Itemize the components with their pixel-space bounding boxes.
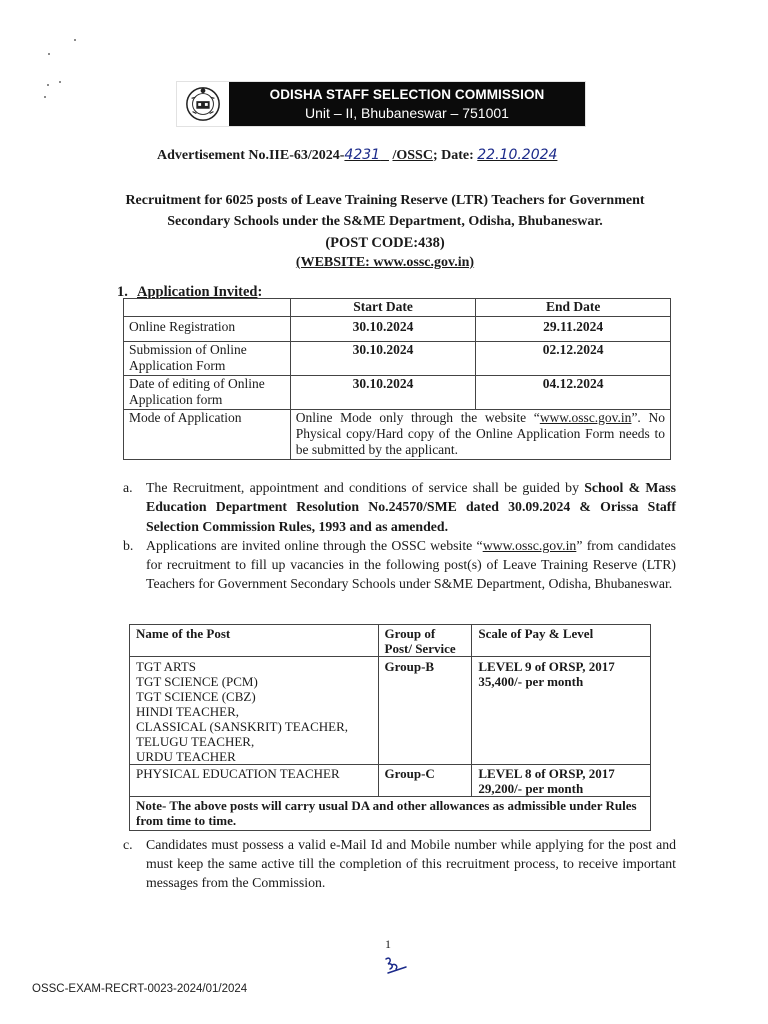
pay-level: LEVEL 8 of ORSP, 2017 (478, 766, 615, 781)
handwritten-initials-icon (380, 955, 410, 982)
header-group: Group of Post/ Service (378, 625, 472, 657)
paragraph-a (123, 478, 676, 536)
scan-speck (59, 81, 61, 83)
handwritten-date: 22.10.2024 (477, 147, 558, 163)
post-name: PHYSICAL EDUCATION TEACHER (136, 766, 340, 781)
title-line-2: Secondary Schools under the S&ME Department, Odisha, Bhubaneswar. (167, 214, 603, 229)
table-note: Note- The above posts will carry usual DA and other allowances as admissible under Rules from time to time. (130, 797, 651, 831)
handwritten-advertisement-number: 4231 (344, 147, 381, 163)
group: Group-C (378, 765, 472, 797)
pay-scale (472, 657, 651, 765)
section-number: 1. (117, 284, 128, 300)
paragraph-a-plain: The Recruitment, appointment and conditions of service shall be guided by (146, 480, 585, 495)
letterhead-banner (229, 82, 585, 126)
scan-speck (47, 84, 49, 86)
advertisement-prefix: Advertisement No.IIE-63/2024- (157, 148, 345, 163)
post-name: CLASSICAL (SANSKRIT) TEACHER, (136, 719, 348, 734)
website-link[interactable]: (WEBSITE: www.ossc.gov.in) (295, 255, 475, 270)
end-date: 04.12.2024 (476, 376, 671, 410)
end-date: 29.11.2024 (476, 317, 671, 342)
header-scale-of-pay: Scale of Pay & Level (472, 625, 651, 657)
table-row-mode (124, 410, 671, 460)
document-code: OSSC-EXAM-RECRT-0023-2024/01/2024 (32, 983, 248, 995)
header-start-date: Start Date (290, 299, 476, 317)
header-blank (124, 299, 291, 317)
paragraph-b-after: ” from candidates for recruitment to fill up vacancies in the following post(s) of Leave Training Reserve (LTR) Teachers for Government Secondary Schools under S&ME Department, Odisha, Bhubaneswar. (146, 537, 676, 592)
post-name: HINDI TEACHER, (136, 704, 240, 719)
advertisement-number-line (157, 147, 557, 164)
post-name: TGT ARTS (136, 659, 197, 674)
organization-name: ODISHA STAFF SELECTION COMMISSION (269, 86, 545, 102)
paragraph-list (123, 478, 676, 594)
post-code: (POST CODE:438) (325, 235, 445, 251)
pay-level: LEVEL 9 of ORSP, 2017 (478, 659, 615, 674)
post-names (130, 765, 379, 797)
pay-amount: 35,400/- per month (478, 674, 584, 689)
separator: ; (432, 148, 438, 163)
start-date: 30.10.2024 (290, 376, 476, 410)
post-names (130, 657, 379, 765)
post-name: TGT SCIENCE (PCM) (136, 674, 258, 689)
page-number: 1 (385, 937, 391, 951)
logo-container (177, 82, 229, 126)
paragraph-b-before: Applications are invited online through the OSSC website “ (146, 537, 483, 553)
date-label: Date: (441, 148, 474, 163)
pay-amount: 29,200/- per month (478, 781, 584, 796)
start-date: 30.10.2024 (290, 342, 476, 376)
mode-text-before: Online Mode only through the website “ (295, 410, 540, 425)
website-link[interactable]: www.ossc.gov.in (539, 410, 632, 425)
paragraph-c (123, 835, 676, 892)
post-name: TELUGU TEACHER, (136, 734, 255, 749)
table-row (124, 376, 671, 410)
pay-scale (472, 765, 651, 797)
header-end-date: End Date (476, 299, 671, 317)
list-marker: c. (123, 837, 133, 852)
posts-table (129, 624, 651, 831)
post-name: URDU TEACHER (136, 749, 236, 764)
mode-description (290, 410, 670, 460)
start-date: 30.10.2024 (290, 317, 476, 342)
table-note-row (130, 797, 651, 831)
table-header-row (124, 299, 671, 317)
paragraph-b (123, 536, 676, 594)
row-label: Online Registration (124, 317, 291, 342)
paragraph-list-c (123, 835, 676, 892)
organization-address: Unit – II, Bhubaneswar – 751001 (305, 104, 509, 121)
table-row (130, 765, 651, 797)
post-name: TGT SCIENCE (CBZ) (136, 689, 256, 704)
group: Group-B (378, 657, 472, 765)
list-marker: b. (123, 537, 134, 553)
paragraph-text (146, 478, 676, 536)
title-line-1: Recruitment for 6025 posts of Leave Training Reserve (LTR) Teachers for Government (125, 193, 645, 208)
odisha-emblem-icon (184, 85, 222, 123)
scan-speck (74, 39, 76, 41)
section-title: Application Invited (137, 284, 258, 300)
table-row (130, 657, 651, 765)
recruitment-title (100, 190, 670, 271)
mode-text-after: ”. No Physical copy/Hard copy of the Online Application Form needs to be submitted by the applicant. (295, 410, 665, 457)
table-row (124, 342, 671, 376)
scan-speck (48, 53, 50, 55)
letterhead (176, 81, 586, 127)
paragraph-a-bold: School & Mass Education Department Resolution No.24570/SME dated 30.09.2024 & Orissa Staff Selection Commission Rules, 1993 and as amended. (146, 480, 676, 534)
end-date: 02.12.2024 (476, 342, 671, 376)
application-dates-table (123, 298, 671, 460)
paragraph-text: Candidates must possess a valid e-Mail Id and Mobile number while applying for the post and must keep the same active till the completion of this recruitment process, to receive important messages from the Commission. (146, 837, 676, 890)
row-label: Submission of Online Application Form (124, 342, 291, 376)
table-header-row (130, 625, 651, 657)
website-link[interactable]: www.ossc.gov.in (482, 537, 577, 553)
paragraph-text (146, 536, 676, 594)
table-row (124, 317, 671, 342)
scan-speck (44, 96, 46, 98)
row-label: Mode of Application (124, 410, 291, 460)
header-name-of-post: Name of the Post (130, 625, 379, 657)
list-marker: a. (123, 480, 133, 495)
advertisement-suffix: /OSSC (392, 148, 433, 163)
colon: : (257, 284, 263, 300)
row-label: Date of editing of Online Application form (124, 376, 291, 410)
